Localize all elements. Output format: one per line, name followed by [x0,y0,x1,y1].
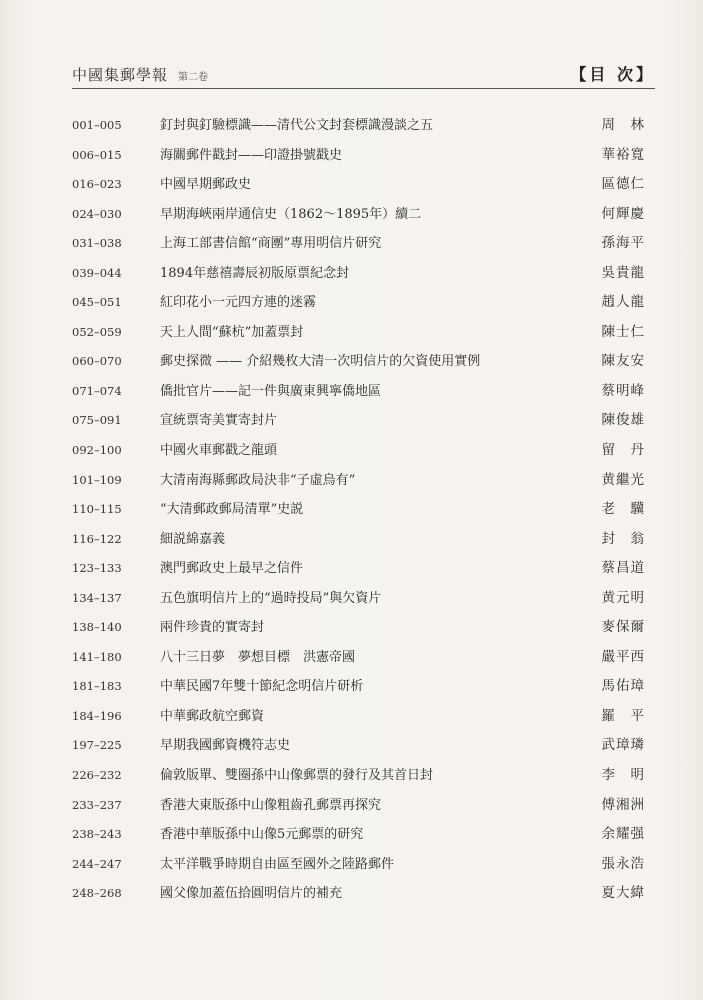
toc-page-range: 024–030 [72,206,122,221]
toc-entry [72,170,655,200]
toc-page-range: 075–091 [72,413,122,428]
toc-author: 陳俊雄 [601,412,645,429]
toc-page-range: 016–023 [72,177,122,192]
toc-article-title: 海關郵件戳封——印證掛號戳史 [160,147,343,163]
toc-author: 蔡明峰 [601,382,645,399]
toc-author: 馬佑璋 [601,678,645,695]
toc-author: 李 明 [601,767,645,784]
toc-article-title: 1894年慈禧壽辰初版原票紀念封 [160,265,350,281]
toc-entry [72,288,655,318]
toc-article-title: 兩件珍貴的實寄封 [160,620,265,636]
toc-author: 嚴平西 [601,648,645,665]
toc-article-title: 中華郵政航空郵資 [160,708,265,724]
toc-entry [72,613,655,643]
toc-article-title: 早期我國郵資機符志史 [160,738,291,754]
toc-article-title: 天上人間“蘇杭”加蓋票封 [160,324,304,340]
toc-entry [72,347,655,377]
toc-article-title: 釘封與釘驗標識——清代公文封套標識漫談之五 [160,118,434,133]
toc-article-title: 宣統票寄美實寄封片 [160,413,278,429]
toc-article-title: 郵史探微 —— 介紹幾枚大清一次明信片的欠資使用實例 [160,354,481,370]
toc-page-range: 141–180 [72,649,122,664]
toc-page-range: 045–051 [72,295,122,310]
toc-entry [72,495,655,525]
toc-entry [72,643,655,673]
toc-page-range: 233–237 [72,797,122,812]
toc-page-range: 138–140 [72,620,122,635]
toc-entry [72,850,655,880]
toc-author: 孫海平 [601,235,645,252]
toc-page-range: 060–070 [72,354,122,369]
toc-entry [72,584,655,614]
header-divider [72,88,655,89]
toc-article-title: 太平洋戰爭時期自由區至國外之陸路郵件 [160,856,395,872]
toc-author: 老 驥 [601,501,645,518]
toc-article-title: 八十三日夢 夢想目標 洪憲帝國 [160,649,356,665]
toc-entry [72,761,655,791]
journal-name: 中國集郵學報 [72,66,169,84]
toc-article-title: “大清郵政郵局清單”史説 [160,502,304,518]
toc-author: 黄繼光 [601,471,645,488]
toc-article-title: 紅印花小一元四方連的迷霧 [160,295,317,311]
toc-page-range: 031–038 [72,236,122,251]
toc-author: 羅 平 [601,707,645,724]
toc-author: 留 丹 [601,442,645,459]
toc-page-range: 052–059 [72,324,122,339]
toc-entry [72,406,655,436]
journal-title [72,64,208,85]
toc-entry [72,820,655,850]
toc-entry [72,436,655,466]
toc-author: 陳士仁 [601,323,645,340]
section-title: 【目 次】 [570,65,655,84]
toc-page-range: 092–100 [72,443,122,458]
toc-article-title: 僑批官片——記一件與廣東興寧僑地區 [160,383,382,399]
toc-page-range: 238–243 [72,827,122,842]
toc-page-range: 110–115 [72,502,122,517]
toc-author: 黄元明 [601,589,645,606]
toc-article-title: 上海工部書信館“商團”專用明信片研究 [160,236,382,252]
toc-author: 陳友安 [601,353,645,370]
toc-entry [72,229,655,259]
toc-author: 華裕寬 [601,146,645,163]
toc-article-title: 國父像加蓋伍拾圓明信片的補充 [160,886,343,902]
toc-author: 傅湘洲 [601,796,645,813]
toc-article-title: 香港中華版孫中山像5元郵票的研究 [160,827,364,843]
toc-page-range: 197–225 [72,738,122,753]
toc-entry [72,318,655,348]
toc-article-title: 早期海峽兩岸通信史（1862～1895年）續二 [160,206,422,222]
toc-author: 夏大緯 [601,885,645,902]
toc-page-range: 001–005 [72,118,122,132]
toc-page-range: 181–183 [72,679,122,694]
toc-entry [72,466,655,496]
toc-page-range: 134–137 [72,590,122,605]
toc-entry [72,525,655,555]
toc-entry [72,554,655,584]
toc-article-title: 香港大東版孫中山像粗齒孔郵票再探究 [160,797,382,813]
toc-author: 封 翁 [601,530,645,547]
toc-page-range: 101–109 [72,472,122,487]
toc-article-title: 細説綿嘉義 [160,531,226,547]
toc-entry [72,731,655,761]
toc-article-title: 倫敦版單、雙圈孫中山像郵票的發行及其首日封 [160,768,434,784]
toc-entry [72,879,655,909]
page-header [72,62,655,88]
toc-article-title: 五色旗明信片上的“過時投局”與欠資片 [160,590,382,606]
toc-author: 吳貴龍 [601,264,645,281]
toc-author: 趙人龍 [601,294,645,311]
toc-article-title: 澳門郵政史上最早之信件 [160,561,304,577]
table-of-contents [72,111,655,909]
toc-entry [72,111,655,141]
toc-article-title: 中國火車郵戳之龍頭 [160,443,278,459]
toc-page-range: 226–232 [72,768,122,783]
toc-entry [72,200,655,230]
toc-entry [72,377,655,407]
volume-label: 第二卷 [178,72,209,83]
toc-page-range: 184–196 [72,708,122,723]
toc-author: 何輝慶 [601,205,645,222]
toc-author: 區德仁 [601,176,645,193]
toc-entry [72,702,655,732]
toc-entry [72,672,655,702]
toc-page-range: 006–015 [72,147,122,162]
toc-author: 麥保爾 [601,619,645,636]
toc-entry [72,141,655,171]
toc-page-range: 123–133 [72,561,122,576]
toc-author: 張永浩 [601,855,645,872]
toc-page-range: 248–268 [72,886,122,901]
toc-page-range: 244–247 [72,856,122,871]
toc-article-title: 中華民國7年雙十節紀念明信片研析 [160,679,364,695]
toc-article-title: 大清南海縣郵政局決非“子虛烏有” [160,472,356,488]
toc-article-title: 中國早期郵政史 [160,177,252,193]
toc-page-range: 071–074 [72,383,122,398]
toc-entry [72,791,655,821]
toc-author: 蔡昌道 [601,560,645,577]
toc-author: 周 林 [601,117,645,133]
toc-page-range: 039–044 [72,265,122,280]
toc-page-range: 116–122 [72,531,122,546]
toc-entry [72,259,655,289]
toc-author: 武璋璘 [601,737,645,754]
toc-author: 余耀强 [601,826,645,843]
